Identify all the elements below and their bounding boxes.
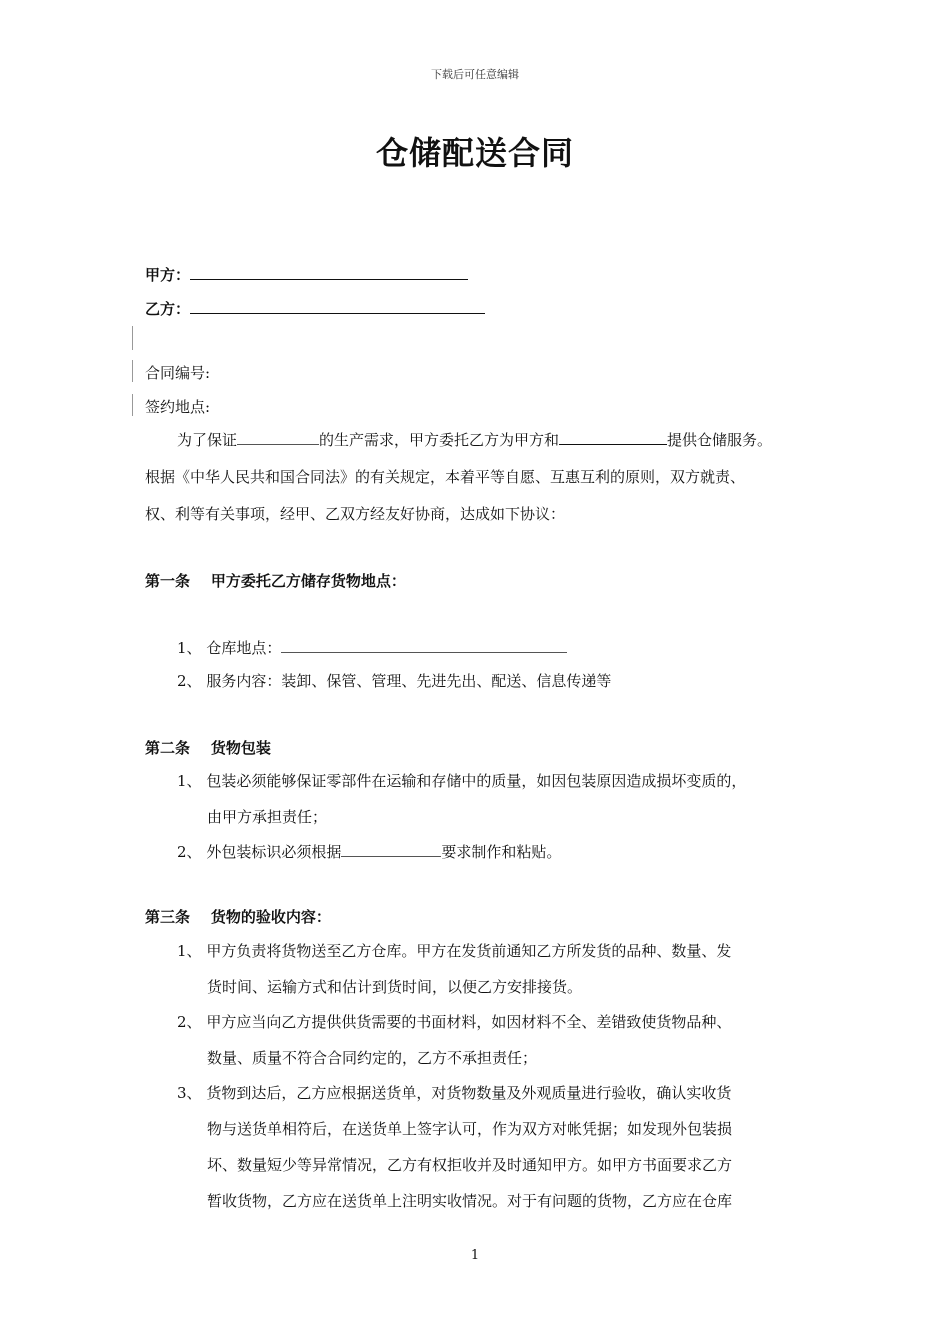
margin-bar [132, 326, 133, 350]
list-number: 2、 [177, 672, 202, 690]
list-text: 外包装标识必须根据 [206, 843, 342, 861]
page-header: 下载后可任意编辑 [431, 68, 519, 81]
sign-place-label: 签约地点: [145, 398, 211, 416]
list-number: 2、 [177, 1013, 202, 1031]
party-a-blank [190, 263, 468, 280]
margin-bar [132, 394, 133, 416]
list-number: 1、 [177, 639, 202, 657]
contract-number-label: 合同编号: [145, 364, 211, 382]
blank-field [559, 428, 667, 445]
intro-text: 为了保证 [177, 431, 238, 449]
party-b-blank [190, 297, 485, 314]
article-3-item-3-cont-3: 暂收货物，乙方应在送货单上注明实收情况。对于有问题的货物，乙方应在仓库 [207, 1192, 733, 1210]
article-3-item-2-cont: 数量、质量不符合合同约定的，乙方不承担责任； [207, 1049, 538, 1067]
article-2-item-1 [177, 770, 746, 791]
article-2-item-2 [177, 841, 561, 862]
list-number: 3、 [177, 1084, 202, 1102]
margin-bar [132, 360, 133, 382]
list-number: 1、 [177, 942, 202, 960]
article-2-title: 第二条 货物包装 [145, 739, 271, 757]
page-number: 1 [470, 1248, 480, 1263]
article-1-item-1 [177, 637, 567, 658]
list-text: 仓库地点： [206, 639, 282, 657]
list-text: 服务内容：装卸、保管、管理、先进先出、配送、信息传递等 [206, 672, 612, 690]
intro-line-1 [177, 428, 772, 450]
article-3-item-1-cont: 货时间、运输方式和估计到货时间，以便乙方安排接货。 [207, 978, 583, 996]
intro-text: 的生产需求，甲方委托乙方为甲方和 [319, 431, 560, 449]
list-text: 甲方负责将货物送至乙方仓库。甲方在发货前通知乙方所发货的品种、数量、发 [206, 942, 732, 960]
list-number: 2、 [177, 843, 202, 861]
article-3-title: 第三条 货物的验收内容： [145, 908, 331, 926]
article-1-title: 第一条 甲方委托乙方储存货物地点： [145, 572, 406, 590]
list-text: 要求制作和粘贴。 [441, 843, 562, 861]
article-3-item-2 [177, 1011, 731, 1032]
blank-field [281, 638, 567, 653]
party-a-line [145, 263, 468, 285]
party-a-label: 甲方： [145, 266, 191, 284]
blank-field [237, 430, 319, 445]
list-text: 包装必须能够保证零部件在运输和存储中的质量，如因包装原因造成损坏变质的， [206, 772, 747, 790]
article-1-item-2 [177, 670, 611, 691]
list-text: 货物到达后，乙方应根据送货单，对货物数量及外观质量进行验收，确认实收货 [206, 1084, 732, 1102]
party-b-line [145, 297, 485, 319]
article-2-item-1-cont: 由甲方承担责任； [207, 808, 328, 826]
list-number: 1、 [177, 772, 202, 790]
intro-line-2: 根据《中华人民共和国合同法》的有关规定，本着平等自愿、互惠互利的原则，双方就责、 [145, 468, 746, 486]
document-title: 仓储配送合同 [375, 134, 574, 172]
article-3-item-3-cont-2: 坏、数量短少等异常情况，乙方有权拒收并及时通知甲方。如甲方书面要求乙方 [207, 1156, 733, 1174]
intro-line-3: 权、利等有关事项，经甲、乙双方经友好协商，达成如下协议： [145, 505, 566, 523]
article-3-item-3-cont-1: 物与送货单相符后，在送货单上签字认可，作为双方对帐凭据；如发现外包装损 [207, 1120, 733, 1138]
blank-field [341, 842, 441, 857]
article-3-item-3 [177, 1082, 731, 1103]
intro-text: 提供仓储服务。 [667, 431, 773, 449]
party-b-label: 乙方： [145, 300, 191, 318]
article-3-item-1 [177, 940, 731, 961]
list-text: 甲方应当向乙方提供供货需要的书面材料，如因材料不全、差错致使货物品种、 [206, 1013, 732, 1031]
